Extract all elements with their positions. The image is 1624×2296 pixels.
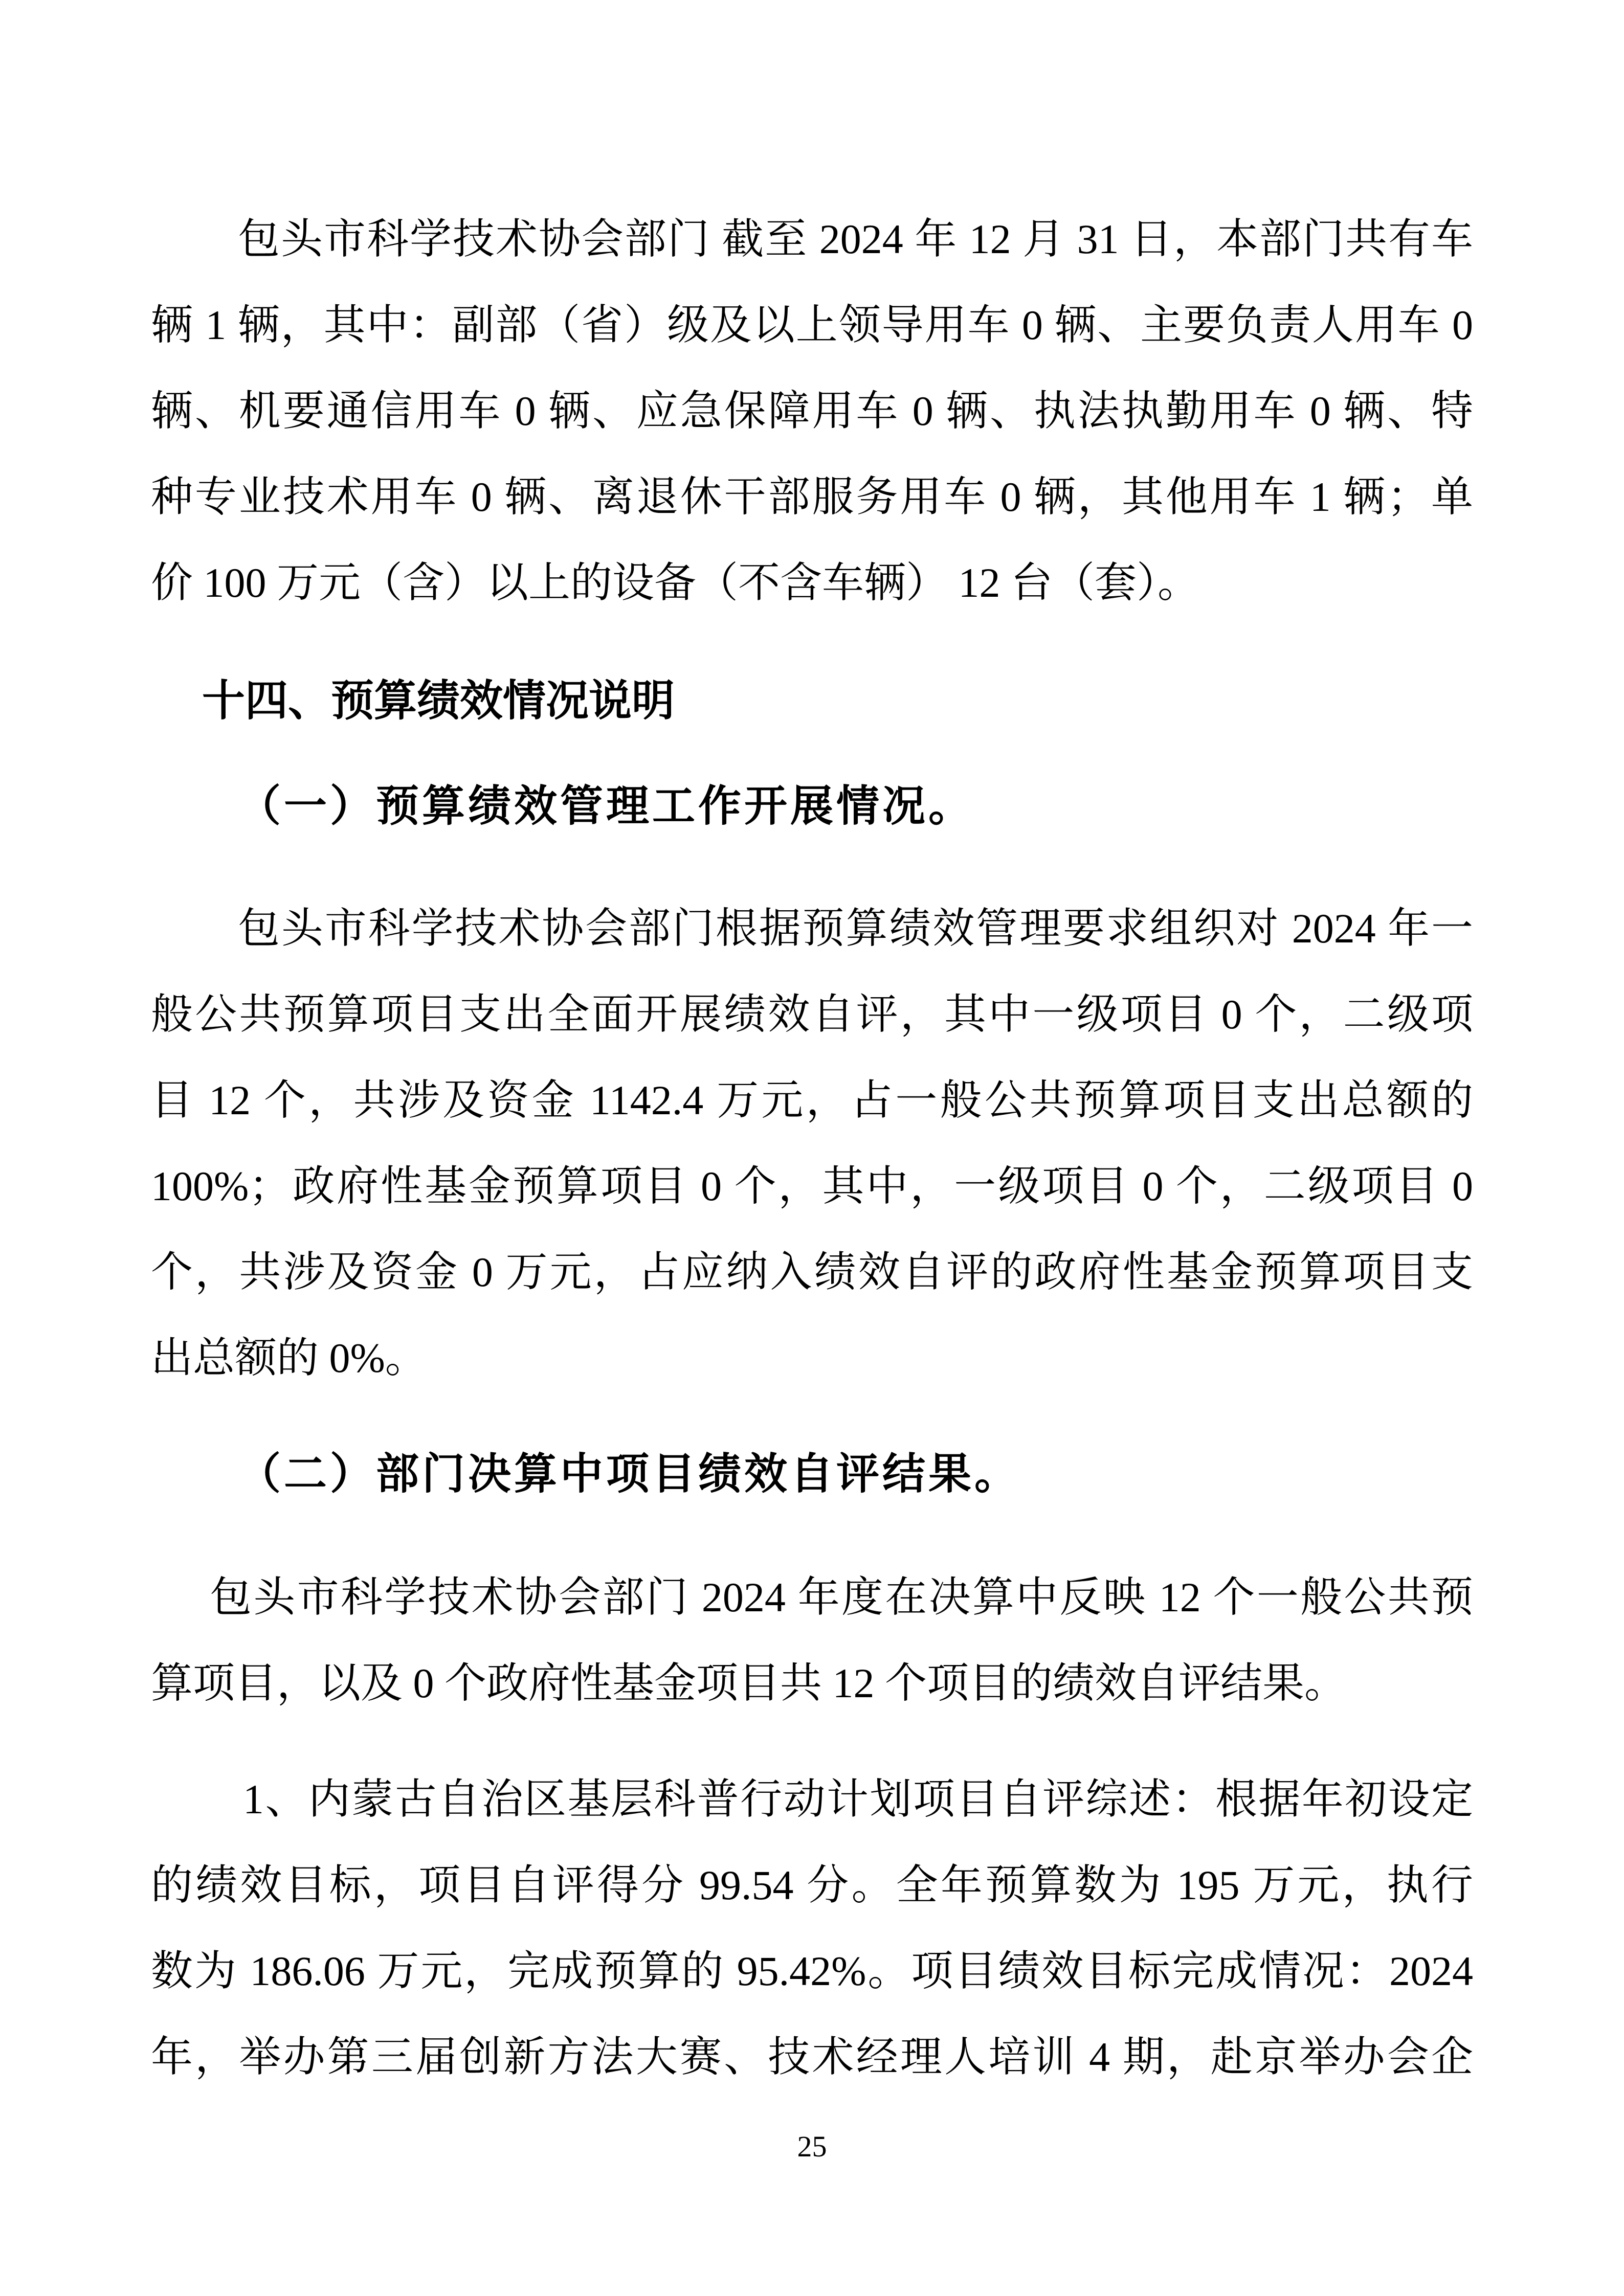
para-line: 辆 1 辆，其中：副部（省）级及以上领导用车 0 辆、主要负责人用车 0: [151, 302, 1473, 348]
para-line: 1、内蒙古自治区基层科普行动计划项目自评综述：根据年初设定: [243, 1776, 1473, 1822]
paragraph-project-1-self-evaluation: [151, 1757, 1473, 2100]
para-line: 数为 186.06 万元，完成预算的 95.42%。项目绩效目标完成情况：2024: [151, 1948, 1473, 1994]
subsection-2-heading: （二）部门决算中项目绩效自评结果。: [238, 1451, 1021, 1498]
para-line: 种专业技术用车 0 辆、离退休干部服务用车 0 辆，其他用车 1 辆；单: [151, 474, 1473, 520]
para-line: 算项目，以及 0 个政府性基金项目共 12 个项目的绩效自评结果。: [151, 1660, 1347, 1706]
paragraph-vehicle-summary: [151, 196, 1473, 626]
para-line: 目 12 个，共涉及资金 1142.4 万元，占一般公共预算项目支出总额的: [151, 1077, 1473, 1123]
para-line: 包头市科学技术协会部门 2024 年度在决算中反映 12 个一般公共预: [210, 1574, 1473, 1620]
para-line: 100%；政府性基金预算项目 0 个，其中，一级项目 0 个，二级项目 0: [151, 1163, 1473, 1209]
para-line: 出总额的 0%。: [151, 1335, 427, 1381]
para-line: 的绩效目标，项目自评得分 99.54 分。全年预算数为 195 万元，执行: [151, 1862, 1473, 1908]
para-line: 个，共涉及资金 0 万元，占应纳入绩效自评的政府性基金预算项目支: [151, 1249, 1473, 1295]
paragraph-final-accounts-reflect: [151, 1555, 1473, 1726]
paragraph-self-evaluation-overview: [151, 886, 1473, 1401]
subsection-1-heading: （一）预算绩效管理工作开展情况。: [238, 783, 975, 830]
page-number: 25: [797, 2130, 827, 2163]
para-line: 价 100 万元（含）以上的设备（不含车辆） 12 台（套）。: [151, 559, 1200, 606]
para-line: 包头市科学技术协会部门根据预算绩效管理要求组织对 2024 年一: [238, 905, 1473, 952]
para-line: 年，举办第三届创新方法大赛、技术经理人培训 4 期，赴京举办会企: [151, 2034, 1473, 2080]
para-line: 般公共预算项目支出全面开展绩效自评，其中一级项目 0 个，二级项: [151, 991, 1473, 1038]
text-column: [151, 196, 1473, 2100]
section-heading-14: 十四、预算绩效情况说明: [202, 677, 675, 725]
para-line: 辆、机要通信用车 0 辆、应急保障用车 0 辆、执法执勤用车 0 辆、特: [151, 388, 1473, 434]
para-line: 包头市科学技术协会部门 截至 2024 年 12 月 31 日，本部门共有车: [238, 216, 1473, 262]
